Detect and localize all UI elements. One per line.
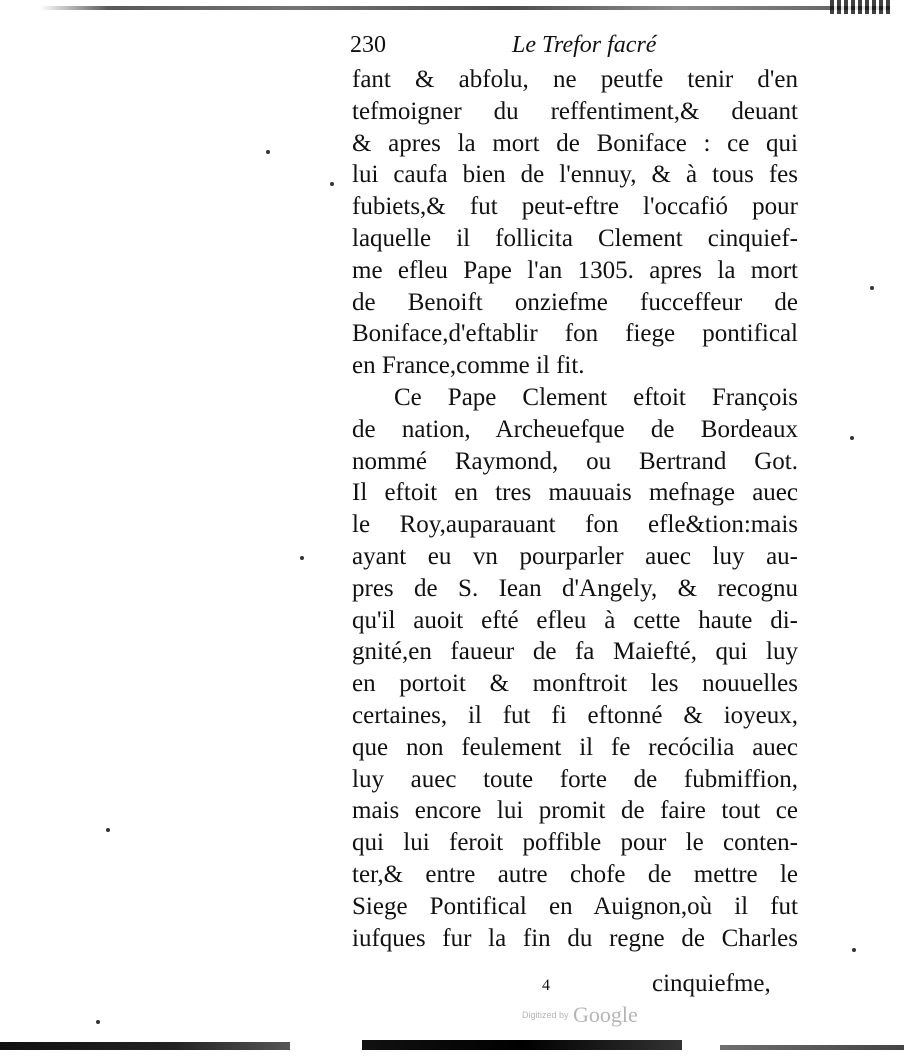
text-line: lui caufa bien de l'ennuy, & à tous fes [352,161,798,189]
text-line: Il eftoit en tres mauuais mefnage auec [352,479,798,507]
scan-edge-bottom-right [720,1045,904,1050]
text-line: de Benoift onziefme fucceffeur de [352,288,798,316]
text-line: ter,& entre autre chofe de mettre le [352,860,798,888]
signature-mark: 4 [542,977,550,994]
text-line: Boniface,d'eftablir fon fiege pontifical [352,320,798,348]
scan-edge-top-right [830,0,890,14]
text-line: luy auec toute forte de fubmiffion, [352,765,798,793]
text-line: qu'il auoit efté efleu à cette haute di- [352,606,798,634]
text-line: iufques fur la fin du regne de Charles [352,924,798,952]
text-line: tefmoigner du reffentiment,& deuant [352,97,798,125]
text-line: de nation, Archeuefque de Bordeaux [352,415,798,443]
scan-speck [106,828,110,832]
text-line: fant & abfolu, ne peutfe tenir d'en [352,66,798,93]
text-line: gnité,en faueur de fa Maiefté, qui luy [352,638,798,666]
text-line: en France,comme il fit. [352,352,585,380]
text-line: pres de S. Iean d'Angely, & recognu [352,574,798,602]
catchword: cinquiefme, [652,970,771,997]
text-line: mais encore lui promit de faire tout ce [352,797,798,825]
running-title: Le Trefor facré [512,32,657,58]
text-line: me efleu Pape l'an 1305. apres la mort [352,256,798,284]
scan-speck [330,182,334,186]
paragraph-start-line: Ce Pape Clement eftoit François [394,383,798,411]
scan-speck [300,556,304,560]
text-line: en portoit & monftroit les nouuelles [352,670,798,698]
page-number: 230 [350,32,386,58]
body-text [352,64,798,954]
scan-speck [266,150,270,154]
scan-speck [852,948,856,952]
text-line: nommé Raymond, ou Bertrand Got. [352,447,798,475]
text-line: Siege Pontifical en Auignon,où il fut [352,892,798,920]
text-line: que non feulement il fe recócilia auec [352,733,798,761]
text-line: le Roy,auparauant fon efle&tion:mais [352,511,798,539]
scan-speck [850,436,854,440]
text-line: qui lui feroit poffible pour le conten- [352,829,798,857]
text-line: fubiets,& fut peut-eftre l'occafió pour [352,193,798,221]
text-line: & apres la mort de Boniface : ce qui [352,129,798,157]
scan-speck [96,1020,100,1024]
scan-edge-bottom-mid [362,1040,682,1050]
digitization-watermark [522,1002,638,1028]
page-header [350,32,680,62]
text-line: ayant eu vn pourparler auec luy au- [352,542,798,570]
scan-edge-top [40,6,890,10]
text-line: laquelle il follicita Clement cinquief- [352,224,798,252]
watermark-brand: Google [572,1002,638,1027]
scan-speck [870,286,874,290]
watermark-prefix: Digitized by [522,1010,569,1020]
text-line: certaines, il fut fi eftonné & ioyeux, [352,701,798,729]
scan-edge-bottom-left [0,1042,290,1050]
